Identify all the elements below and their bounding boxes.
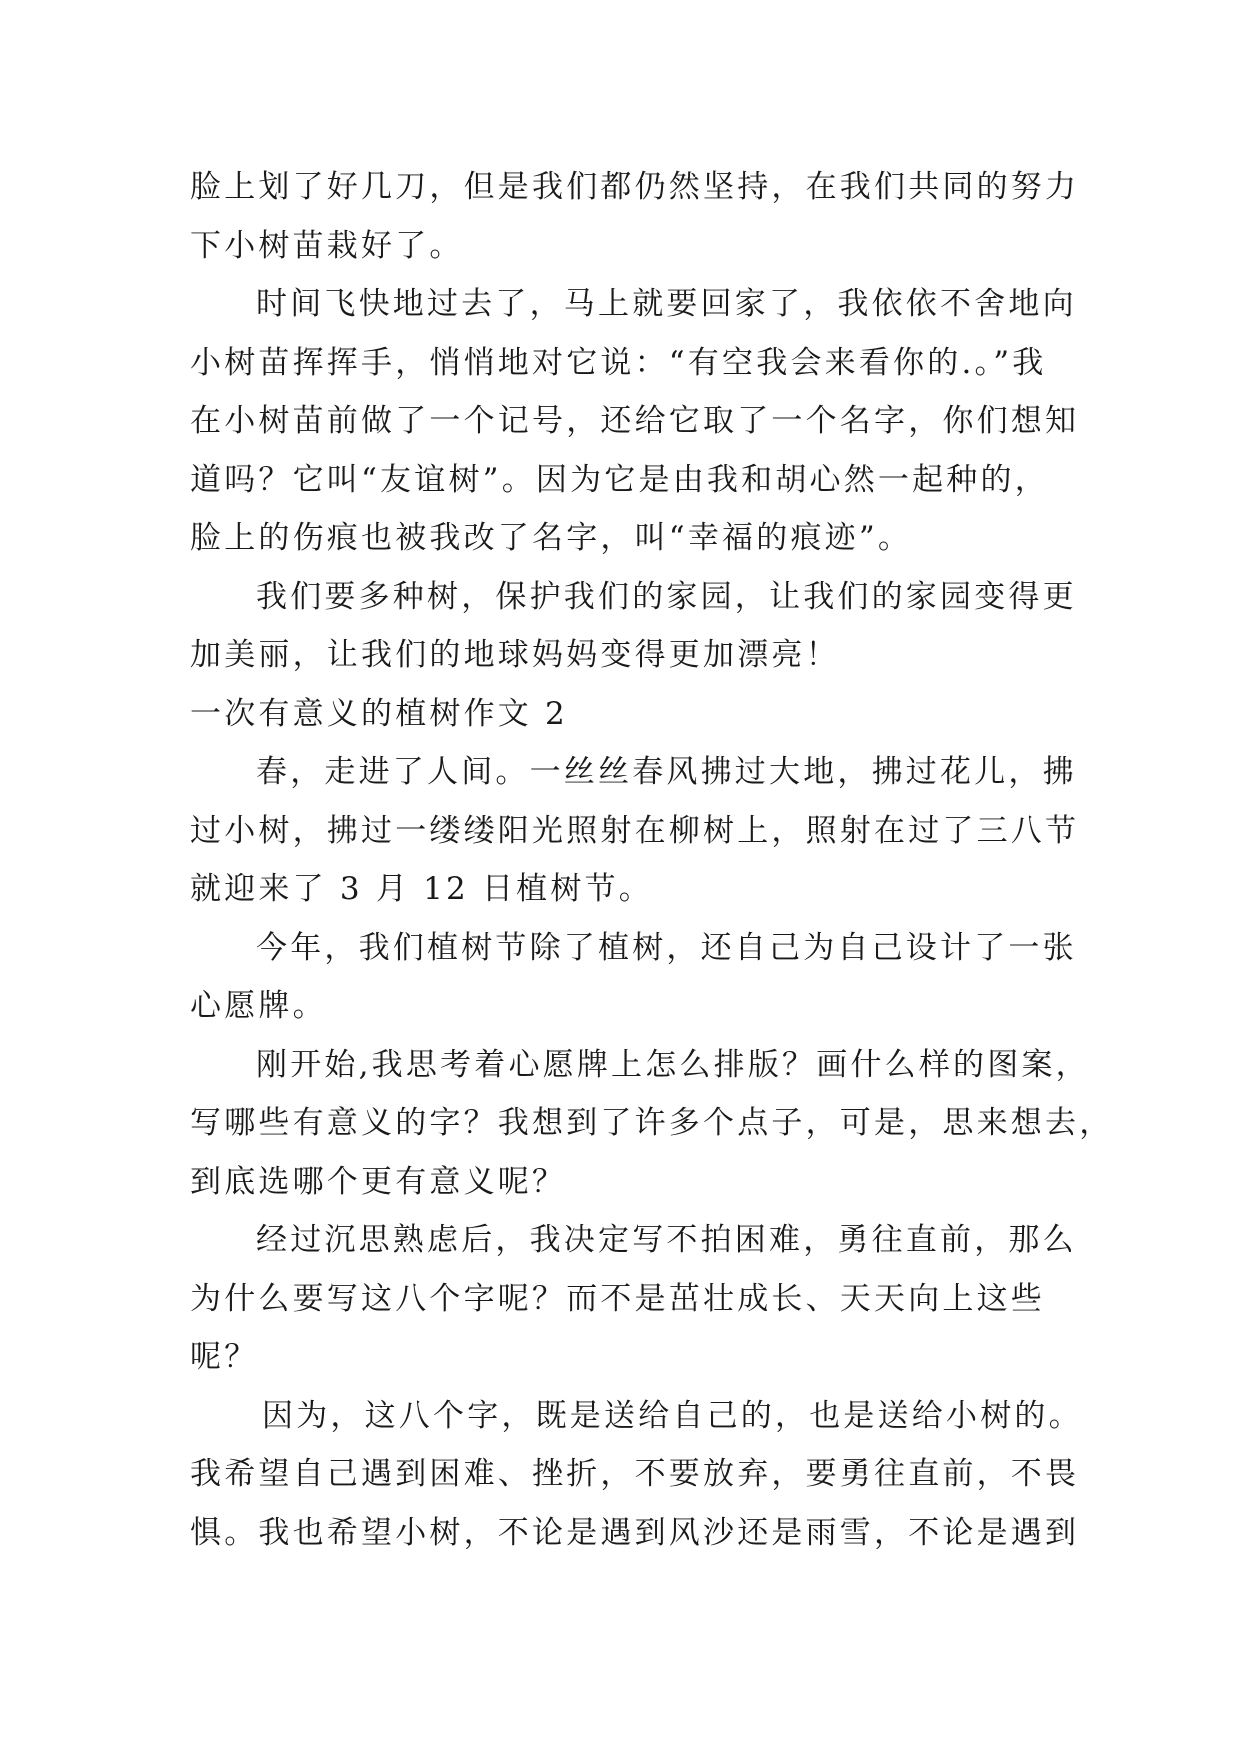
text-line: 小树苗挥挥手，悄悄地对它说：“有空我会来看你的.。”我: [190, 344, 1047, 381]
text-line: 过小树，拂过一缕缕阳光照射在柳树上，照射在过了三八节: [190, 812, 1080, 849]
heading-line: 一次有意义的植树作文 2: [190, 695, 568, 732]
text-line: 时间飞快地过去了，马上就要回家了，我依依不舍地向: [256, 286, 1077, 322]
paragraph: [190, 275, 1080, 568]
text-line: 春，走进了人间。一丝丝春风拂过大地，拂过花儿，拂: [256, 754, 1077, 790]
text-line: 为什么要写这八个字呢？而不是茁壮成长、天天向上这些: [190, 1280, 1045, 1317]
text-line: 我希望自己遇到困难、挫折，不要放弃，要勇往直前，不畏: [190, 1456, 1080, 1492]
text-line: 惧。我也希望小树，不论是遇到风沙还是雨雪，不论是遇到: [190, 1514, 1080, 1551]
text-line: 脸上的伤痕也被我改了名字，叫“幸福的痕迹”。: [190, 520, 913, 556]
text-line: 脸上划了好几刀，但是我们都仍然坚持，在我们共同的努力: [190, 169, 1080, 205]
paragraph: [190, 743, 1080, 919]
text-line: 刚开始,我思考着心愿牌上怎么排版？画什么样的图案，: [256, 1046, 1090, 1083]
paragraph: [190, 919, 1077, 1036]
document-body: [190, 158, 1114, 1562]
paragraph: [190, 1387, 1083, 1563]
paragraph: [190, 568, 1077, 685]
text-line: 呢？: [190, 1339, 259, 1375]
text-line: 加美丽，让我们的地球妈妈变得更加漂亮！: [190, 637, 840, 673]
text-line: 心愿牌。: [190, 988, 327, 1024]
text-line: 下小树苗栽好了。: [190, 227, 464, 264]
text-line: 到底选哪个更有意义呢？: [190, 1163, 567, 1200]
section-heading: [190, 685, 1070, 744]
text-line: 道吗？它叫“友谊树”。因为它是由我和胡心然一起种的，: [190, 461, 1049, 498]
text-line: 因为，这八个字，既是送给自己的，也是送给小树的。: [262, 1397, 1083, 1434]
text-line: 我们要多种树，保护我们的家园，让我们的家园变得更: [256, 578, 1077, 615]
text-line: 经过沉思熟虑后，我决定写不拍困难，勇往直前，那么: [256, 1222, 1077, 1258]
paragraph: [190, 1036, 1114, 1212]
text-line: 就迎来了 3 月 12 日植树节。: [190, 871, 653, 907]
paragraph: [190, 1211, 1077, 1387]
text-line: 在小树苗前做了一个记号，还给它取了一个名字，你们想知: [190, 403, 1080, 439]
text-line: 今年，我们植树节除了植树，还自己为自己设计了一张: [256, 929, 1077, 966]
text-line: 写哪些有意义的字？我想到了许多个点子，可是，思来想去，: [190, 1105, 1114, 1141]
paragraph: [190, 158, 1080, 275]
